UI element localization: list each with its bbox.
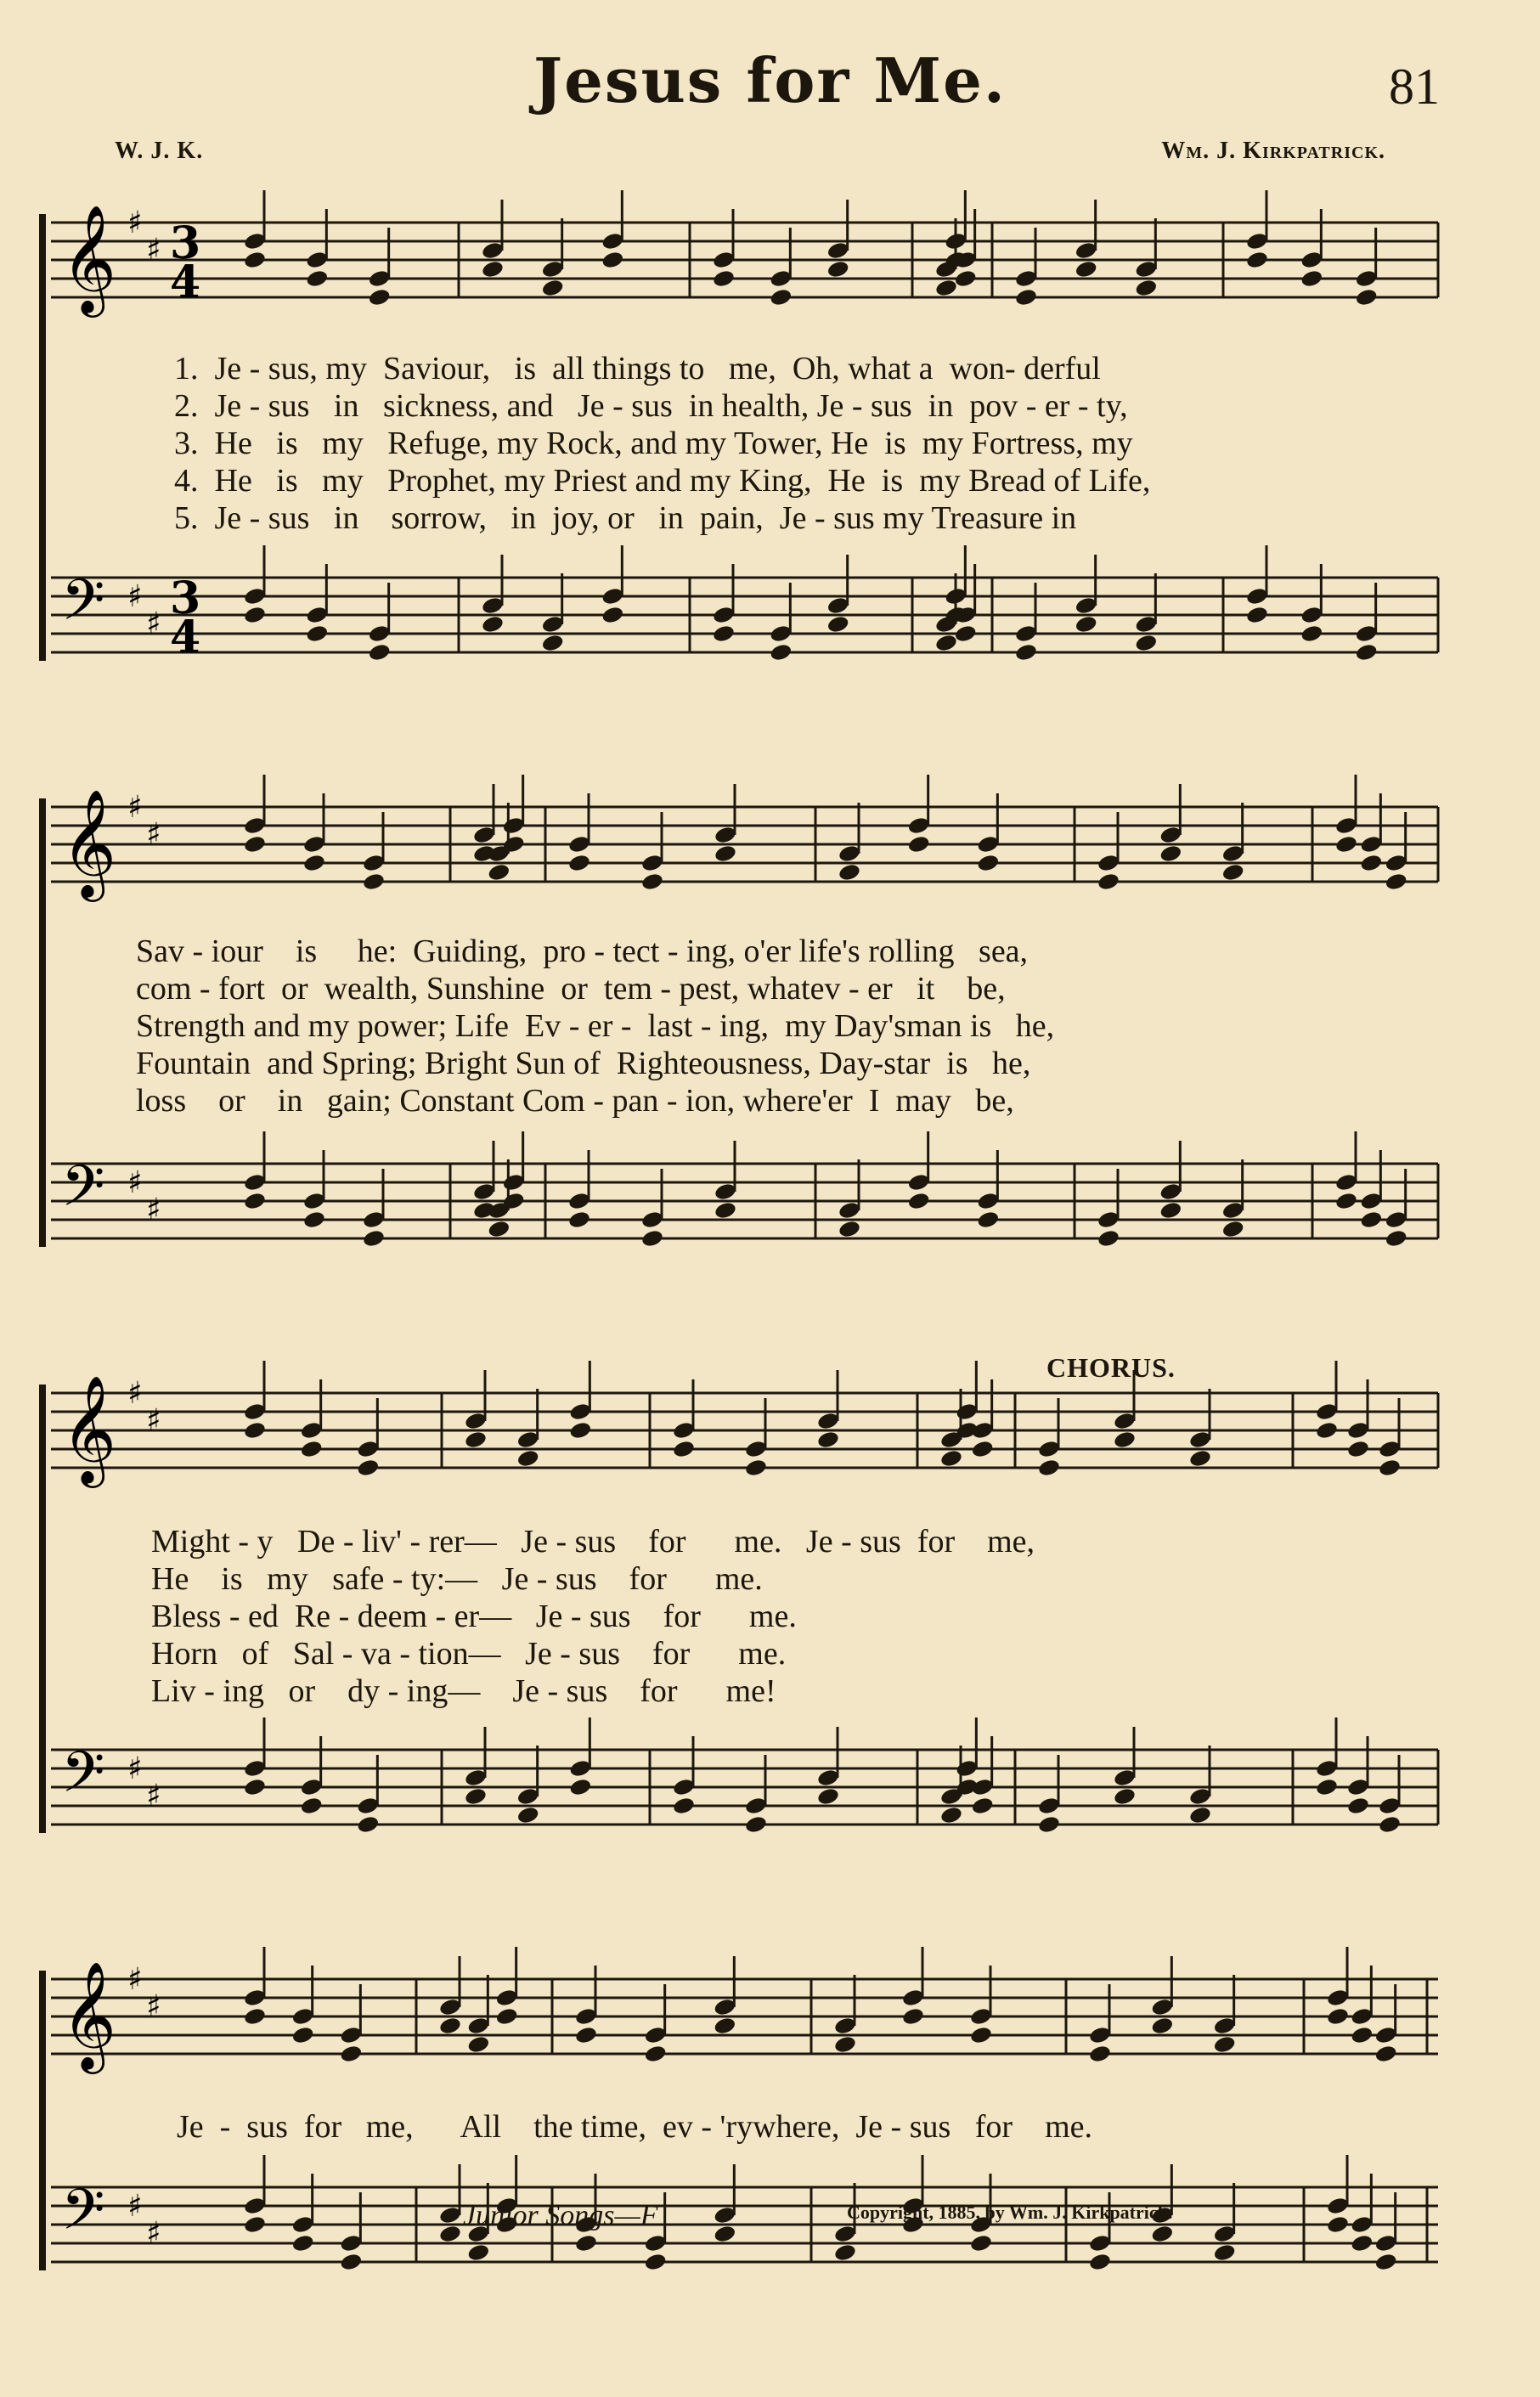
system-2-treble-note [362, 871, 386, 891]
system-2-sharp-icon: ♯ [127, 1165, 143, 1200]
system-2-bass-note [640, 1228, 664, 1248]
lyric-line: Strength and my power; Life Ev - er - last - ing, my Day'sman is he, [136, 1008, 1055, 1044]
system-3-bass-note [1037, 1814, 1061, 1834]
system-4-bass-note [243, 2214, 267, 2234]
system-4-bass-note [438, 2224, 462, 2243]
system-2-treble-note [302, 853, 326, 872]
system-1-bass-note [769, 642, 793, 662]
system-2-bass-note [907, 1191, 931, 1210]
system-3-treble-note [1113, 1430, 1137, 1449]
system-1-treble-note [1300, 268, 1323, 288]
system-3-treble-note [672, 1439, 696, 1458]
system-4-sharp-icon: ♯ [127, 1962, 143, 1997]
system-3-sharp-icon: ♯ [146, 1403, 161, 1438]
system-3-sharp-icon: ♯ [127, 1376, 143, 1411]
system-1-treble-note [1245, 250, 1269, 269]
system-1-treble-note [1134, 278, 1158, 297]
system-3-treble-clef-icon: 𝄞 [61, 1374, 117, 1483]
system-2-sharp-icon: ♯ [146, 817, 161, 852]
system-4-treble-note [339, 2044, 363, 2063]
system-3-sharp-icon: ♯ [146, 1779, 161, 1813]
system-3-treble-note [1378, 1458, 1402, 1477]
system-1-treble-note [934, 278, 958, 297]
system-4-treble-note [833, 2034, 857, 2054]
system-1-bass-note [601, 605, 624, 624]
system-3-treble-note [816, 1430, 840, 1449]
lyric-line: Liv - ing or dy - ing— Je - sus for me! [151, 1673, 776, 1709]
system-3-bass-note [1315, 1777, 1339, 1796]
system-2-bass-clef-icon: 𝄢 [61, 1153, 105, 1232]
system-2-bass-note [714, 1200, 737, 1220]
system-2-bass-note [1159, 1200, 1182, 1220]
system-1-bass-note [934, 633, 958, 652]
system-4-sharp-icon: ♯ [146, 1989, 161, 2024]
system-4-bass-note [713, 2224, 736, 2243]
system-1-treble-note [1075, 259, 1098, 279]
system-1-treble-note [481, 259, 505, 279]
lyric-line: Bless - ed Re - deem - er— Je - sus for me. [151, 1599, 797, 1634]
system-2-treble-note [1097, 871, 1120, 891]
system-3-treble-note [1346, 1439, 1370, 1458]
time-signature-bottom: 4 [170, 257, 201, 308]
system-4-bass-note [1374, 2252, 1398, 2271]
system-4-treble-note [291, 2025, 315, 2044]
system-1-treble-note [769, 287, 793, 307]
system-2-bass-note [838, 1219, 861, 1238]
system-4-treble-note [438, 2016, 462, 2035]
system-2-sharp-icon: ♯ [127, 790, 143, 825]
system-1-treble-note [1355, 287, 1379, 307]
system-1-bass-note [954, 623, 978, 643]
system-3-brace [39, 1385, 46, 1833]
system-4-treble-note [1326, 2006, 1350, 2026]
lyric-line: 4. He is my Prophet, my Priest and my King, He is my Bread of Life, [174, 463, 1151, 499]
time-signature-top: 3 [170, 572, 201, 624]
system-4-brace [39, 1971, 46, 2270]
system-1-bass-note [826, 614, 850, 634]
system-2-bass-note [1385, 1228, 1408, 1248]
lyric-line: Fountain and Spring; Bright Sun of Righteousness, Day-star is he, [136, 1046, 1031, 1081]
system-1-sharp-icon: ♯ [146, 233, 161, 268]
system-1-treble-note [954, 268, 978, 288]
system-2-treble-note [1221, 862, 1245, 882]
system-4-bass-note [574, 2233, 598, 2253]
system-1-treble-note [368, 287, 392, 307]
system-2-bass-note [976, 1210, 1000, 1229]
system-3-bass-note [300, 1796, 324, 1815]
system-1-treble-note [305, 268, 329, 288]
system-2-bass-note [243, 1191, 267, 1210]
system-1-bass-note [243, 605, 267, 624]
system-3-treble-note [1315, 1420, 1339, 1440]
system-3-bass-note [464, 1786, 488, 1806]
lyric-line: 5. Je - sus in sorrow, in joy, or in pain, Je - sus my Treasure in [174, 500, 1077, 536]
chorus-label: CHORUS. [1046, 1352, 1176, 1383]
system-4-bass-note [1326, 2214, 1350, 2234]
system-1-bass-note [1134, 633, 1158, 652]
system-3-treble-note [1037, 1458, 1061, 1477]
system-3-bass-note [672, 1796, 696, 1815]
system-4-sharp-icon: ♯ [127, 2189, 143, 2224]
system-1-sharp-icon: ♯ [146, 606, 161, 641]
system-2-treble-note [1359, 853, 1383, 872]
system-1-bass-clef-icon: 𝄢 [61, 567, 105, 646]
system-3-treble-note [744, 1458, 768, 1477]
system-3-bass-note [971, 1796, 995, 1815]
system-3-treble-note [243, 1420, 267, 1440]
system-4-treble-note [574, 2025, 598, 2044]
system-3-bass-note [243, 1777, 267, 1796]
system-3-bass-note [816, 1786, 840, 1806]
system-1-bass-note [541, 633, 565, 652]
system-4-treble-note [1150, 2016, 1174, 2035]
system-1-bass-note [1245, 605, 1269, 624]
system-2-treble-note [1385, 871, 1408, 891]
system-2-bass-note [1097, 1228, 1120, 1248]
system-4-treble-clef-icon: 𝄞 [61, 1960, 117, 2069]
system-4-bass-note [339, 2252, 363, 2271]
system-4-sharp-icon: ♯ [146, 2216, 161, 2251]
system-1-bass-note [305, 623, 329, 643]
system-1-bass-note [1075, 614, 1098, 634]
system-4-treble-note [495, 2006, 519, 2026]
system-3-treble-note [971, 1439, 995, 1458]
system-3-treble-note [516, 1448, 540, 1468]
system-2-bass-note [1221, 1219, 1245, 1238]
system-2-treble-note [487, 862, 511, 882]
system-4-bass-note [466, 2242, 490, 2262]
system-4-bass-clef-icon: 𝄢 [61, 2177, 105, 2256]
system-1-sharp-icon: ♯ [127, 579, 143, 614]
hymn-title: Jesus for Me. [533, 44, 1007, 116]
system-1-bass-note [368, 642, 392, 662]
system-2-treble-note [976, 853, 1000, 872]
system-3-treble-note [300, 1439, 324, 1458]
system-4-treble-note [901, 2006, 925, 2026]
lyric-line: Sav - iour is he: Guiding, pro - tect - ing, o'er life's rolling sea, [136, 933, 1029, 969]
system-1-bass-note [1300, 623, 1323, 643]
system-2-treble-note [640, 871, 664, 891]
lyric-line: Je - sus for me, All the time, ev - 'rywhere, Je - sus for me. [177, 2109, 1093, 2145]
lyric-line: com - fort or wealth, Sunshine or tem - pest, whatev - er it be, [136, 971, 1006, 1007]
system-3-bass-note [516, 1805, 540, 1825]
system-1-treble-note [541, 278, 565, 297]
system-1-brace [39, 214, 46, 661]
system-3-bass-note [356, 1814, 380, 1834]
system-1-treble-clef-icon: 𝄞 [61, 204, 117, 313]
system-4-bass-note [644, 2252, 668, 2271]
system-2-treble-note [243, 834, 267, 854]
system-2-bass-note [487, 1219, 511, 1238]
system-3-bass-note [939, 1805, 963, 1825]
system-3-bass-note [1113, 1786, 1137, 1806]
system-3-treble-note [464, 1430, 488, 1449]
system-4-bass-note [1088, 2252, 1112, 2271]
system-4-bass-note [1150, 2224, 1174, 2243]
system-4-treble-note [644, 2044, 668, 2063]
time-signature-bottom: 4 [170, 612, 201, 663]
system-1-bass-note [1355, 642, 1379, 662]
lyric-line: 1. Je - sus, my Saviour, is all things to me, Oh, what a won- derful [174, 351, 1101, 386]
system-4-treble-note [466, 2034, 490, 2054]
system-4-treble-note [969, 2025, 993, 2044]
system-4-treble-note [1213, 2034, 1237, 2054]
system-2-bass-note [1334, 1191, 1358, 1210]
system-4-treble-note [1374, 2044, 1398, 2063]
system-3-sharp-icon: ♯ [127, 1751, 143, 1786]
system-1-bass-note [1014, 642, 1038, 662]
system-1-treble-note [712, 268, 736, 288]
system-4-bass-note [1350, 2233, 1374, 2253]
system-3-bass-clef-icon: 𝄢 [61, 1740, 105, 1819]
lyric-line: Horn of Sal - va - tion— Je - sus for me. [151, 1636, 787, 1672]
system-4-treble-note [1088, 2044, 1112, 2063]
system-3-bass-note [568, 1777, 592, 1796]
system-3-bass-note [1188, 1805, 1212, 1825]
book-footer: Junior Songs—F [463, 2200, 658, 2231]
composer-credit: Wm. J. Kirkpatrick. [1161, 138, 1385, 164]
lyric-line: loss or in gain; Constant Com - pan - ion, where'er I may be, [136, 1083, 1014, 1119]
system-1-treble-note [1014, 287, 1038, 307]
system-2-sharp-icon: ♯ [146, 1193, 161, 1227]
system-2-brace [39, 798, 46, 1247]
lyric-line: 3. He is my Refuge, my Rock, and my Tower, He is my Fortress, my [174, 426, 1133, 461]
system-3-treble-note [1188, 1448, 1212, 1468]
system-4-treble-note [1350, 2025, 1374, 2044]
system-3-bass-note [1378, 1814, 1402, 1834]
system-4-bass-note [1213, 2242, 1237, 2262]
system-1-treble-note [826, 259, 850, 279]
lyric-line: Might - y De - liv' - rer— Je - sus for me. Je - sus for me, [151, 1524, 1035, 1559]
system-2-treble-note [714, 843, 737, 863]
system-4-treble-note [243, 2006, 267, 2026]
system-2-bass-note [567, 1210, 591, 1229]
system-2-bass-note [302, 1210, 326, 1229]
system-3-treble-note [356, 1458, 380, 1477]
system-2-treble-note [1159, 843, 1182, 863]
system-2-bass-note [362, 1228, 386, 1248]
system-3-treble-note [568, 1420, 592, 1440]
system-3-bass-note [744, 1814, 768, 1834]
time-signature-top: 3 [170, 217, 201, 269]
system-4-bass-note [291, 2233, 315, 2253]
system-3-treble-note [939, 1448, 963, 1468]
page-number: 81 [1389, 59, 1440, 115]
system-3-bass-note [1346, 1796, 1370, 1815]
lyric-line: 2. Je - sus in sickness, and Je - sus in health, Je - sus in pov - er - ty, [174, 388, 1128, 424]
lyric-line: He is my safe - ty:— Je - sus for me. [151, 1561, 763, 1597]
copyright-notice: Copyright, 1885, by Wm. J. Kirkpatrick. [847, 2202, 1173, 2223]
system-2-bass-note [1359, 1210, 1383, 1229]
system-1-treble-note [243, 250, 267, 269]
system-4-bass-note [969, 2233, 993, 2253]
system-2-treble-note [1334, 834, 1358, 854]
system-4-bass-note [833, 2242, 857, 2262]
system-1-bass-note [481, 614, 505, 634]
system-1-bass-note [712, 623, 736, 643]
system-1-treble-note [601, 250, 624, 269]
system-2-treble-clef-icon: 𝄞 [61, 788, 117, 897]
system-2-treble-note [567, 853, 591, 872]
system-4-treble-note [713, 2016, 736, 2035]
system-1-sharp-icon: ♯ [127, 206, 143, 240]
system-2-treble-note [838, 862, 861, 882]
lyricist-credit: W. J. K. [115, 138, 204, 164]
system-2-treble-note [907, 834, 931, 854]
